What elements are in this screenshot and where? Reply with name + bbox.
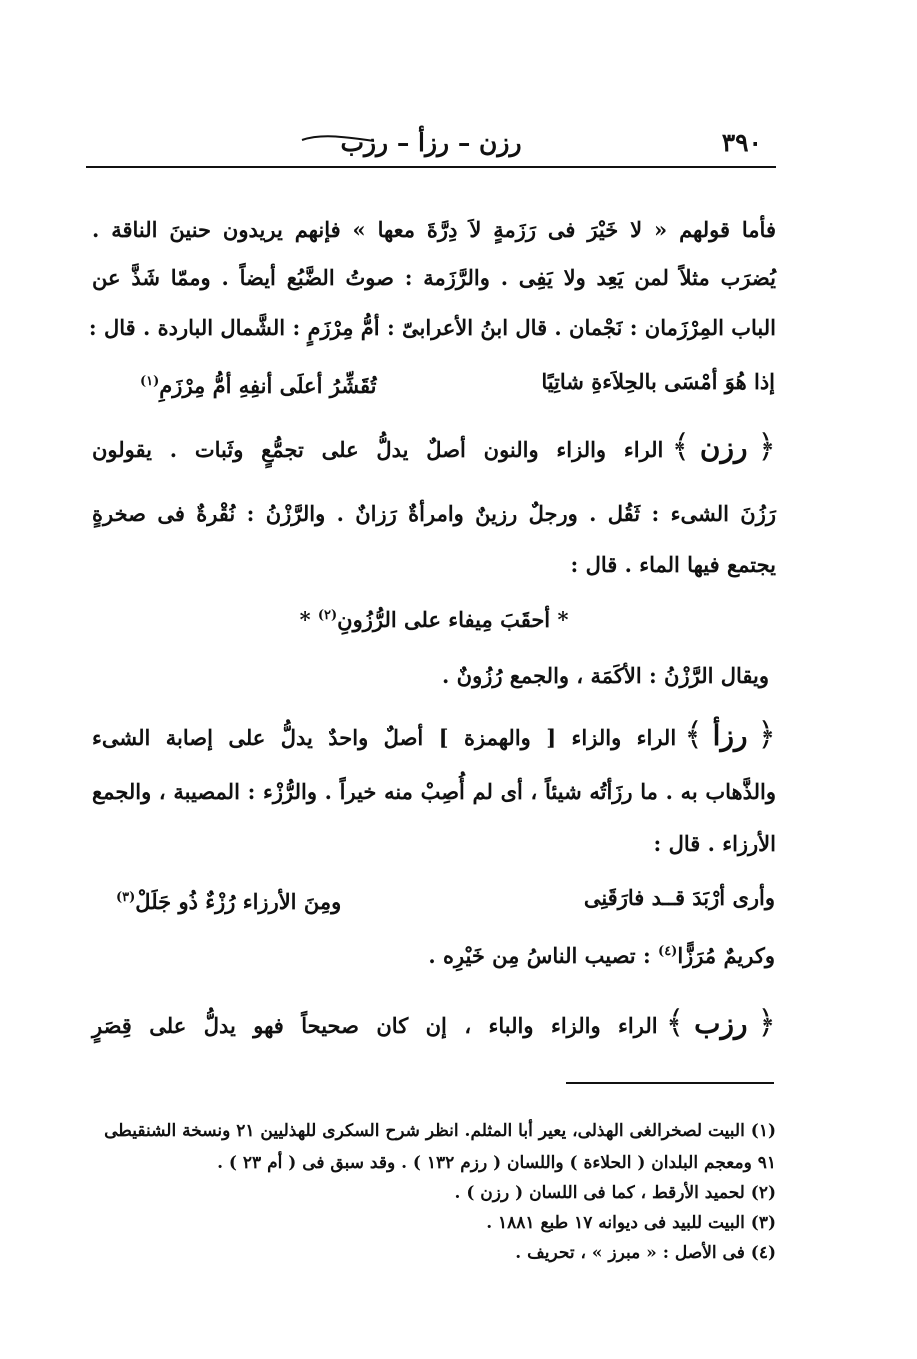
entry-line	[92, 426, 776, 466]
page-number: ٣٩٠	[721, 128, 762, 157]
verse-hemistich-1	[541, 362, 775, 402]
header-rule	[86, 166, 776, 168]
flourish-ornament-icon	[300, 134, 376, 146]
text-line: الراء والزاء والنون أصلٌ يدلُّ على تجمُّعٍ وثَبات . يقولون	[92, 437, 664, 462]
text-line: الباب المِرْزَمان : نَجْمان . قال ابنُ الأعرابىّ : أمُّ مِرْزَمٍ : الشَّمال الباردة . قال :	[88, 315, 776, 340]
footnote: (٣) البيت للبيد فى ديوانه ١٧ طبع ١٨٨١ .	[486, 1213, 776, 1233]
text-line: يُضرَب مثلاً لمن يَعِد ولا يَفِى . والرَّزَمة : صوتُ الضَّبُع أيضاً . وممّا شَذَّ عن	[92, 265, 776, 290]
footnote: (٤) فى الأصل : « مبرز » ، تحريف .	[515, 1243, 776, 1263]
entry-line	[92, 714, 776, 754]
footnote: ٩١ ومعجم البلدان ( الحلاءة ) واللسان ( رزم ١٣٢ ) . وقد سبق فى ( أم ٢٣ ) .	[217, 1153, 776, 1173]
hemistich-verse: * أحقَبَ مِيفاء على الرُّزُونِ$^{(٢)}$ *	[299, 607, 569, 632]
text-line: الراء والزاء [ والهمزة ] أصلٌ واحدٌ يدلُّ على إصابة الشىء	[92, 725, 677, 750]
footnote-ref: (٢)	[317, 608, 338, 623]
footnote-rule	[566, 1082, 774, 1084]
footnote: (٢) لحميد الأرقط ، كما فى اللسان ( رزن ) .	[454, 1183, 776, 1203]
text-line: رَزُنَ الشىء : ثَقُل . ورجلٌ رزينٌ وامرأةٌ رَزانٌ . والرَّزْنُ : نُقْرةٌ فى صخرةٍ	[92, 501, 776, 526]
footnote-ref: (١)	[140, 374, 160, 389]
verse-text: وكريمٌ مُرَزًّا	[677, 943, 775, 968]
footnote-ref: (٣)	[116, 890, 136, 905]
entry-headword: ﴿ رزب ﴾	[665, 1003, 776, 1041]
verse-text: * أحقَبَ مِيفاء على الرُّزُونِ	[337, 607, 569, 632]
text-line: يجتمع فيها الماء . قال :	[570, 552, 776, 577]
running-head: رزن – رزأ – رزب	[340, 128, 522, 157]
verse-text: ومِنَ الأرزاء رُزْءٌ ذُو جَلَلْ	[135, 889, 342, 914]
entry-line	[92, 1002, 776, 1042]
verse-text: وأرى أرْبَدَ قــد فارَقَنِى	[583, 885, 775, 910]
entry-headword: ﴿ رزن ﴾	[671, 427, 776, 465]
text-line: فأما قولهم « لا خَيْرَ فى رَزَمةٍ لاَ دِرَّةَ معها » فإنهم يريدون حنينَ الناقة .	[92, 217, 776, 242]
verse-line	[428, 932, 775, 972]
verse-text: تُقَشِّرُ أعلَى أنفِهِ أمُّ مِرْزَمِ	[159, 373, 377, 398]
text-line: والذَّهاب به . ما رزَأتُه شيئاً ، أى لم أُصِبْ منه خيراً . والرُّزْء : المصيبة ، والجمع	[92, 779, 776, 804]
page-header	[86, 112, 776, 168]
verse-hemistich-2	[116, 878, 341, 918]
entry-headword: ﴿ رزأ ﴾	[684, 715, 776, 753]
text-line: الأرزاء . قال :	[653, 831, 776, 856]
text-line: الراء والزاء والباء ، إن كان صحيحاً فهو يدلُّ على قِصَرٍ	[92, 1013, 658, 1038]
text-line: ويقال الرَّزْنُ : الأكَمَة ، والجمع رُزُونٌ .	[442, 663, 769, 688]
verse-text: : تصيب الناسُ مِن خَيْرِه .	[428, 943, 651, 968]
footnote-ref: (٤)	[658, 944, 678, 959]
verse-hemistich-2	[140, 362, 377, 402]
verse-text: إذا هُوَ أمْسَى بالحِلاَءةِ شاتِيًا	[541, 369, 775, 394]
footnote: (١) البيت لصخرالغى الهذلى، يعير أبا المثلم. انظر شرح السكرى للهذليين ٢١ ونسخة الشنقيطى	[104, 1121, 776, 1141]
verse-hemistich-1	[584, 878, 775, 918]
